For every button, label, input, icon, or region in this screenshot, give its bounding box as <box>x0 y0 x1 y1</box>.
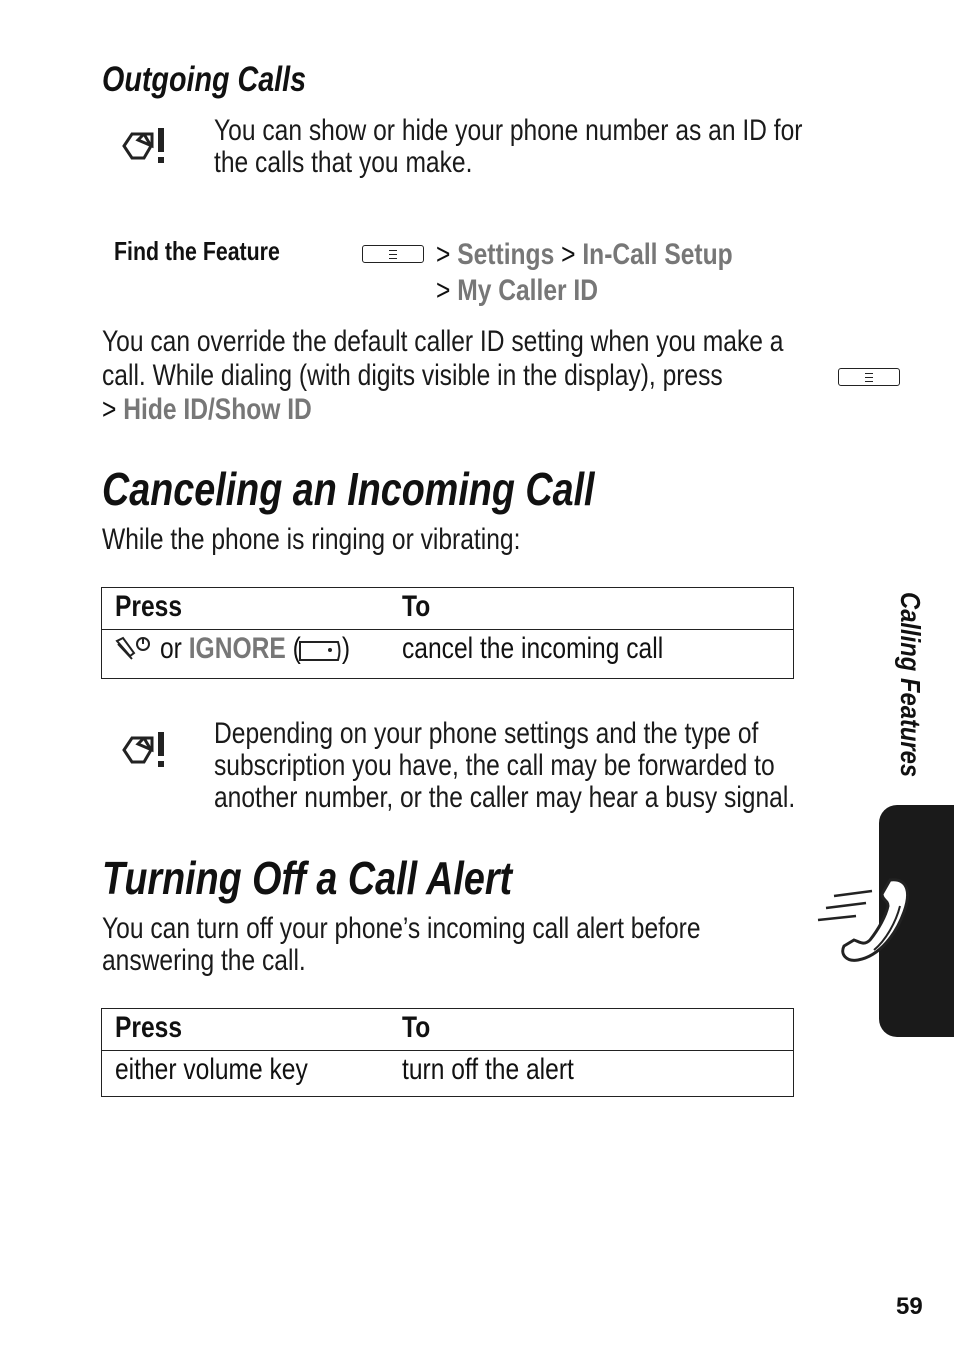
paren-open: ( <box>292 632 301 665</box>
canceling-note-line1: Depending on your phone settings and the type of <box>214 717 759 750</box>
turning-off-intro-line2: answering the call. <box>102 944 306 977</box>
page-number: 59 <box>896 1293 923 1320</box>
path-my-caller-id: My Caller ID <box>457 274 599 307</box>
network-note-icon <box>120 124 172 168</box>
path-separator: > <box>436 274 451 307</box>
canceling-heading: Canceling an Incoming Call <box>102 463 595 515</box>
phone-handset-icon <box>816 870 916 966</box>
hide-show-id-item: Hide ID/Show ID <box>123 393 312 426</box>
call-alert-table <box>101 1008 794 1097</box>
menu-key-icon <box>838 368 900 386</box>
paren-close: ) <box>341 632 351 665</box>
path-separator: > <box>102 393 117 426</box>
col-to-header: To <box>402 1011 431 1044</box>
canceling-note-line3: another number, or the caller may hear a busy signal. <box>214 781 796 814</box>
end-call-key-icon <box>114 635 154 665</box>
canceling-intro: While the phone is ringing or vibrating: <box>102 523 521 556</box>
turning-off-heading: Turning Off a Call Alert <box>102 852 513 904</box>
network-note-icon <box>120 728 172 772</box>
cancel-call-table <box>101 587 794 679</box>
ignore-softkey-label: IGNORE <box>188 632 286 665</box>
canceling-note-line2: subscription you have, the call may be forwarded to <box>214 749 775 782</box>
feature-path-line2 <box>436 274 598 308</box>
outgoing-note-line1: You can show or hide your phone number as an ID for <box>214 114 803 147</box>
col-press-header: Press <box>115 590 183 623</box>
find-the-feature-label: Find the Feature <box>114 236 280 266</box>
override-line3 <box>102 393 312 427</box>
col-to-header: To <box>402 590 431 623</box>
table-header-row <box>102 1009 793 1051</box>
path-separator: > <box>561 238 576 271</box>
side-tab-label: Calling Features <box>895 592 926 778</box>
outgoing-note-line2: the calls that you make. <box>214 146 473 179</box>
alert-row-to: turn off the alert <box>402 1053 574 1086</box>
turning-off-intro-line1: You can turn off your phone’s incoming call alert before <box>102 912 701 945</box>
path-in-call-setup: In-Call Setup <box>582 238 733 271</box>
feature-path-line1 <box>436 238 733 272</box>
path-separator: > <box>436 238 451 271</box>
alert-row-press: either volume key <box>115 1053 308 1086</box>
right-soft-key-icon <box>298 639 342 663</box>
cancel-row-to: cancel the incoming call <box>402 632 664 665</box>
col-press-header: Press <box>115 1011 183 1044</box>
override-line1: You can override the default caller ID setting when you make a <box>102 325 784 358</box>
table-header-row <box>102 588 793 630</box>
or-text: or <box>160 632 182 665</box>
outgoing-calls-heading: Outgoing Calls <box>102 60 307 99</box>
menu-key-icon <box>362 245 424 263</box>
path-settings: Settings <box>457 238 555 271</box>
override-line2: call. While dialing (with digits visible in the display), press <box>102 359 723 392</box>
